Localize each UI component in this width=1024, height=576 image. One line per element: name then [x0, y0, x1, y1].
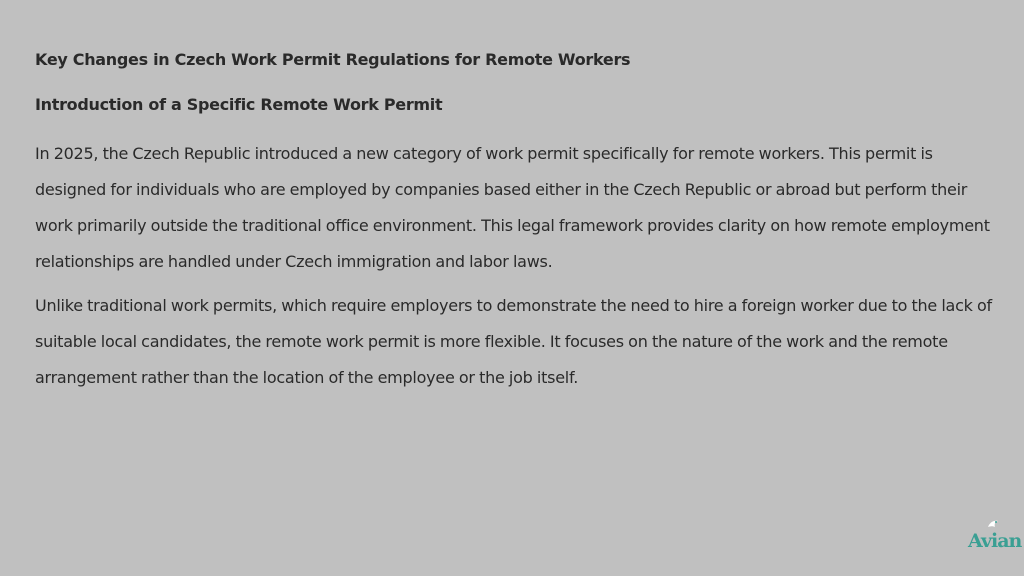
paragraph-intro: In 2025, the Czech Republic introduced a new category of work permit specifically for remote workers. This permit is designed for individuals who are employed by companies based either in the Czech Republic or abroad but perform their work primarily outside the traditional office environment. This legal framework provides clarity on how remote employment relationships are handled under Czech immigration and labor laws.	[35, 144, 990, 271]
paragraph-comparison: Unlike traditional work permits, which require employers to demonstrate the need to hire a foreign worker due to the lack of suitable local candidates, the remote work permit is more flexible. It focuses on the nature of the work and the remote arrangement rather than the location of the employee or the job itself.	[35, 296, 992, 387]
slide-content	[35, 46, 1001, 404]
slide-title: Key Changes in Czech Work Permit Regulations for Remote Workers	[35, 50, 631, 69]
logo-wordmark: Avian	[968, 530, 1022, 552]
avian-logo	[964, 520, 1024, 574]
section-heading: Introduction of a Specific Remote Work Permit	[35, 95, 443, 114]
